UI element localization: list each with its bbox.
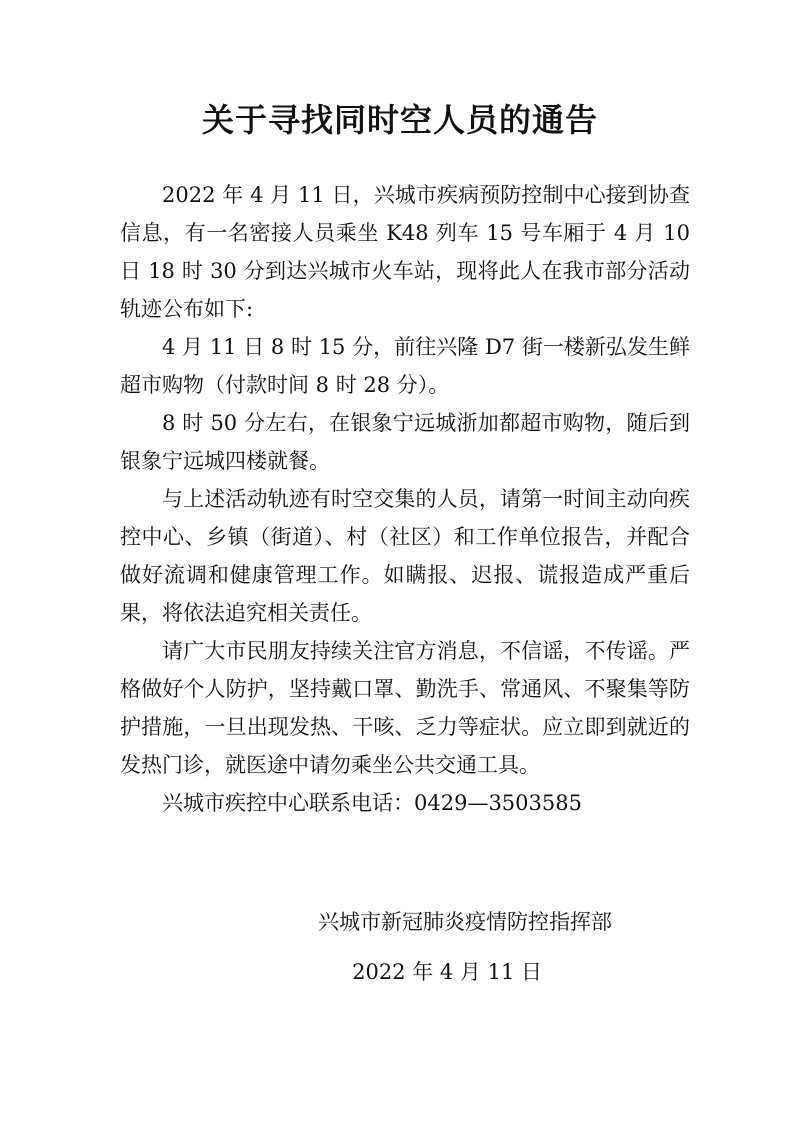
notice-title: 关于寻找同时空人员的通告	[201, 101, 598, 139]
signature-block	[0, 903, 612, 991]
paragraph-public-advice: 请广大市民朋友持续关注官方消息，不信谣，不传谣。严格做好个人防护，坚持戴口罩、勤洗手、常通风、不聚集等防护措施，一旦出现发热、干咳、乏力等症状。应立即到就近的发热门诊，就医途中请勿乘坐公共交通工具。	[120, 639, 690, 777]
paragraph-trajectory-2: 8 时 50 分左右，在银象宁远城浙加都超市购物，随后到银象宁远城四楼就餐。	[120, 411, 690, 473]
paragraph-contact-phone: 兴城市疾控中心联系电话：0429—3503585	[162, 791, 582, 815]
signature-organization: 兴城市新冠肺炎疫情防控指挥部	[318, 910, 612, 934]
signature-date: 2022 年 4 月 11 日	[352, 960, 542, 984]
paragraph-announcement: 2022 年 4 月 11 日，兴城市疾病预防控制中心接到协查信息，有一名密接人员乘坐 K48 列车 15 号车厢于 4 月 10 日 18 时 30 分到达兴城市火车站，现将此人在我市部分活动轨迹公布如下:	[120, 183, 690, 321]
paragraph-trajectory-1: 4 月 11 日 8 时 15 分，前往兴隆 D7 街一楼新弘发生鲜超市购物（付款时间 8 时 28 分）。	[120, 335, 690, 397]
paragraph-reporting-request: 与上述活动轨迹有时空交集的人员，请第一时间主动向疾控中心、乡镇（街道）、村（社区）和工作单位报告，并配合做好流调和健康管理工作。如瞒报、迟报、谎报造成严重后果，将依法追究相关责任。	[120, 487, 690, 625]
notice-body	[120, 176, 690, 822]
